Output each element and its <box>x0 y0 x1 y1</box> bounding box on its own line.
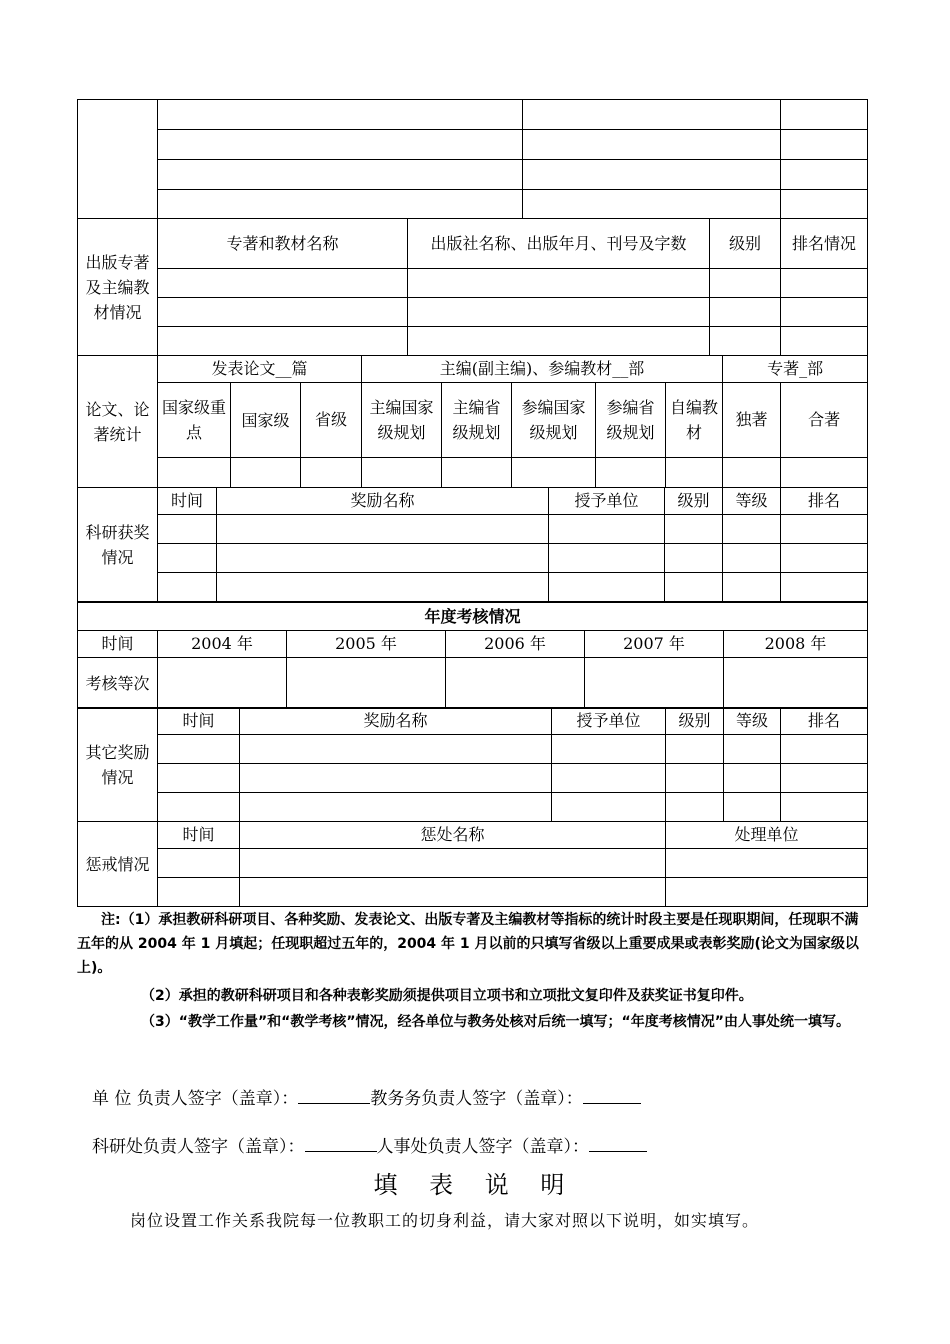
ra-grade-header: 等级 <box>723 488 781 515</box>
punishment-table <box>77 821 868 907</box>
provincial-header: 省级 <box>301 383 362 458</box>
continuation-table <box>77 99 868 219</box>
oa-rank-header: 排名 <box>781 708 868 735</box>
note-1: 注:（1）承担教研科研项目、各种奖励、发表论文、出版专著及主编教材等指标的统计时段主要是任现职期间，任现职不满五年的从 2004 年 1 月填起；任现职超过五年的，2004 年 1 月以前的只填写省级以上重要成果或表彰奖励(论文为国家级以上)。 <box>77 912 859 976</box>
note-3: （3）“教学工作量”和“教学考核”情况，经各单位与教务处核对后统一填写；“年度考核情况”由人事处统一填写。 <box>141 1014 850 1030</box>
year-2007: 2007 年 <box>585 631 724 658</box>
pn-time-header: 时间 <box>158 822 240 849</box>
research-award-label: 科研获奖情况 <box>78 488 158 602</box>
continuation-label-cell <box>78 100 158 219</box>
sole-author-header: 独著 <box>723 383 781 458</box>
assessment-level-label: 考核等次 <box>78 658 158 709</box>
signature-row-2 <box>92 1132 647 1157</box>
note-2: （2）承担的教研科研项目和各种表彰奖励须提供项目立项书和立项批文复印件及获奖证书复印件。 <box>141 988 753 1004</box>
textbooks-count-header: 主编(副主编)、参编教材__部 <box>362 356 723 383</box>
year-2008: 2008 年 <box>724 631 868 658</box>
punishment-label: 惩戒情况 <box>78 822 158 907</box>
ra-level-header: 级别 <box>665 488 723 515</box>
research-head-signature-label: 科研处负责人签字（盖章）： <box>92 1137 305 1157</box>
ra-award-name-header: 奖励名称 <box>217 488 549 515</box>
national-header: 国家级 <box>231 383 301 458</box>
co-author-header: 合著 <box>781 383 868 458</box>
academic-head-signature-label: 教务务负责人签字（盖章）： <box>370 1089 583 1109</box>
annual-assessment-title: 年度考核情况 <box>78 603 868 631</box>
ra-rank-header: 排名 <box>781 488 868 515</box>
annual-assessment-table <box>77 602 868 709</box>
rank-header: 排名情况 <box>781 219 868 269</box>
publication-table <box>77 218 868 356</box>
year-2006: 2006 年 <box>446 631 585 658</box>
oa-time-header: 时间 <box>158 708 240 735</box>
oa-grantor-header: 授予单位 <box>552 708 666 735</box>
instructions-intro: 岗位设置工作关系我院每一位教职工的切身利益，请大家对照以下说明，如实填写。 <box>130 1211 760 1230</box>
oa-level-header: 级别 <box>666 708 724 735</box>
year-2005: 2005 年 <box>287 631 446 658</box>
research-head-signature-blank[interactable] <box>305 1135 377 1152</box>
academic-head-signature-blank[interactable] <box>583 1087 641 1104</box>
hr-head-signature-label: 人事处负责人签字（盖章）： <box>376 1137 589 1157</box>
other-award-table <box>77 707 868 822</box>
ra-grantor-header: 授予单位 <box>549 488 665 515</box>
self-compiled-header: 自编教材 <box>666 383 723 458</box>
book-name-header: 专著和教材名称 <box>158 219 408 269</box>
level-header: 级别 <box>710 219 781 269</box>
pn-name-header: 惩处名称 <box>240 822 666 849</box>
oa-award-name-header: 奖励名称 <box>240 708 552 735</box>
monographs-count-header: 专著_部 <box>723 356 868 383</box>
papers-count-header: 发表论文__篇 <box>158 356 362 383</box>
chief-provincial-header: 主编省级规划 <box>442 383 512 458</box>
unit-head-signature-blank[interactable] <box>298 1087 370 1104</box>
pn-unit-header: 处理单位 <box>666 822 868 849</box>
unit-head-signature-label: 单 位 负责人签字（盖章）： <box>92 1089 299 1109</box>
instructions-title: 填 表 说 明 <box>373 1171 577 1199</box>
national-key-header: 国家级重点 <box>158 383 231 458</box>
publisher-header: 出版社名称、出版年月、刊号及字数 <box>408 219 710 269</box>
research-award-table <box>77 487 868 602</box>
oa-grade-header: 等级 <box>724 708 781 735</box>
publication-label: 出版专著及主编教材情况 <box>78 219 158 356</box>
chief-national-header: 主编国家级规划 <box>362 383 442 458</box>
co-provincial-header: 参编省级规划 <box>596 383 666 458</box>
paper-stats-label: 论文、论著统计 <box>78 356 158 488</box>
annual-time-label: 时间 <box>78 631 158 658</box>
ra-time-header: 时间 <box>158 488 217 515</box>
other-award-label: 其它奖励情况 <box>78 708 158 822</box>
year-2004: 2004 年 <box>158 631 287 658</box>
signature-row-1 <box>92 1084 641 1109</box>
paper-stats-table <box>77 355 868 488</box>
hr-head-signature-blank[interactable] <box>589 1135 647 1152</box>
co-national-header: 参编国家级规划 <box>512 383 596 458</box>
